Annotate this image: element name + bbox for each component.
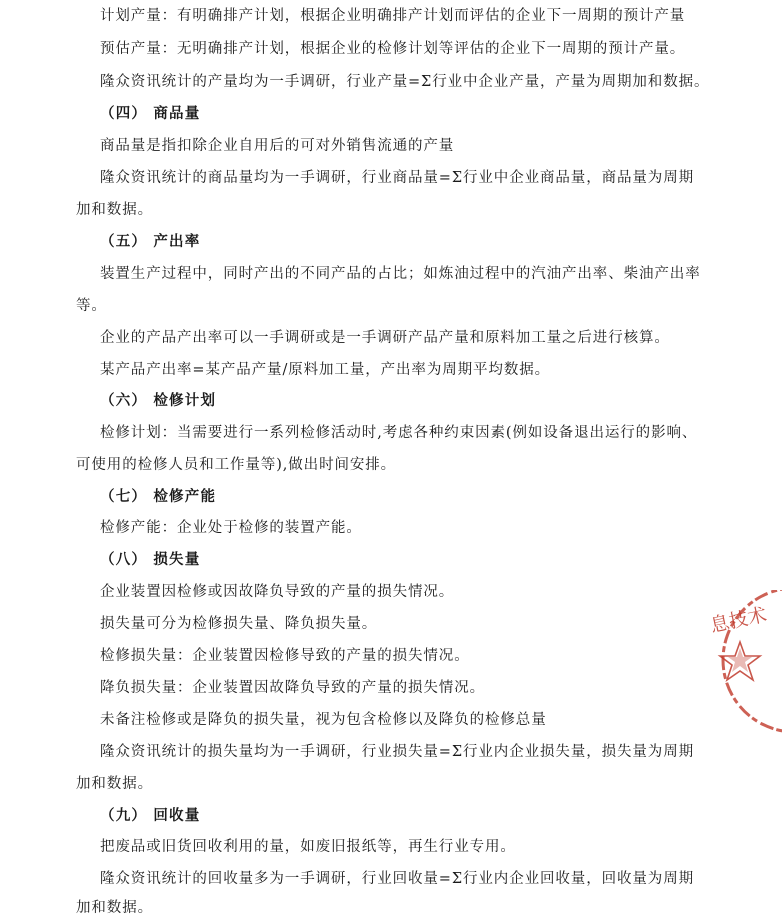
text-line: 检修产能：企业处于检修的装置产能。 xyxy=(100,520,362,536)
section-heading: （七） 检修产能 xyxy=(100,489,217,505)
section-heading: （五） 产出率 xyxy=(100,234,201,250)
section-heading: （六） 检修计划 xyxy=(100,393,217,409)
section-heading: （四） 商品量 xyxy=(100,106,201,122)
section-heading: （八） 损失量 xyxy=(100,552,201,568)
seal-icon xyxy=(700,590,782,740)
text-line: 隆众资讯统计的商品量均为一手调研，行业商品量=Σ行业中企业商品量，商品量为周期 xyxy=(100,170,694,186)
text-line: 损失量可分为检修损失量、降负损失量。 xyxy=(100,616,378,632)
text-line: 可使用的检修人员和工作量等),做出时间安排。 xyxy=(76,457,397,473)
company-seal-stamp xyxy=(700,590,782,740)
text-line: 预估产量：无明确排产计划，根据企业的检修计划等评估的企业下一周期的预计产量。 xyxy=(100,41,686,57)
text-line: 检修损失量：企业装置因检修导致的产量的损失情况。 xyxy=(100,648,470,664)
text-line: 隆众资讯统计的产量均为一手调研，行业产量=Σ行业中企业产量，产量为周期加和数据。 xyxy=(100,74,710,90)
text-line: 降负损失量：企业装置因故降负导致的产量的损失情况。 xyxy=(100,680,485,696)
text-line: 未备注检修或是降负的损失量，视为包含检修以及降负的检修总量 xyxy=(100,712,547,728)
text-line: 企业的产品产出率可以一手调研或是一手调研产品产量和原料加工量之后进行核算。 xyxy=(100,330,670,346)
seal-text: 息技术 xyxy=(708,603,769,637)
text-line: 检修计划：当需要进行一系列检修活动时,考虑各种约束因素(例如设备退出运行的影响、 xyxy=(100,425,698,441)
text-line: 把废品或旧货回收利用的量，如废旧报纸等，再生行业专用。 xyxy=(100,839,516,855)
section-heading: （九） 回收量 xyxy=(100,808,201,824)
text-line: 企业装置因检修或因故降负导致的产量的损失情况。 xyxy=(100,584,455,600)
text-line: 某产品产出率=某产品产量/原料加工量，产出率为周期平均数据。 xyxy=(100,362,551,378)
text-line: 商品量是指扣除企业自用后的可对外销售流通的产量 xyxy=(100,138,455,154)
text-line: 装置生产过程中，同时产出的不同产品的占比；如炼油过程中的汽油产出率、柴油产出率 xyxy=(100,266,701,282)
text-line: 加和数据。 xyxy=(76,900,153,916)
text-line: 隆众资讯统计的回收量多为一手调研，行业回收量=Σ行业内企业回收量，回收量为周期 xyxy=(100,871,694,887)
text-line: 隆众资讯统计的损失量均为一手调研，行业损失量=Σ行业内企业损失量，损失量为周期 xyxy=(100,744,694,760)
text-line: 计划产量：有明确排产计划，根据企业明确排产计划而评估的企业下一周期的预计产量 xyxy=(100,8,686,24)
text-line: 加和数据。 xyxy=(76,776,153,792)
text-line: 加和数据。 xyxy=(76,202,153,218)
text-line: 等。 xyxy=(76,298,107,314)
